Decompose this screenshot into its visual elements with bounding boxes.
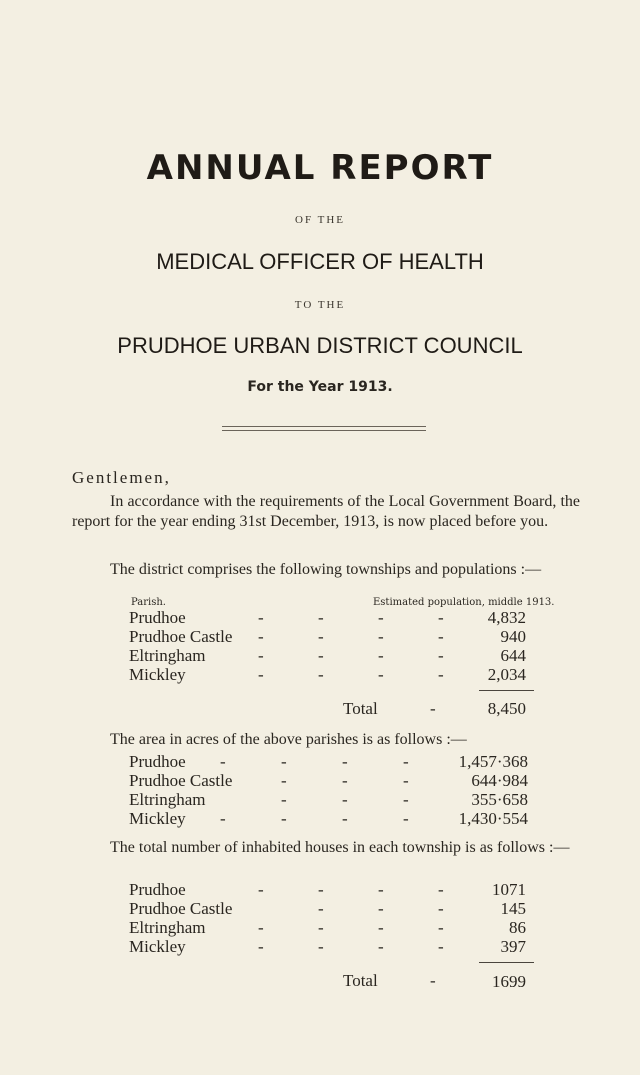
population-row-dash: - [318, 646, 324, 665]
population-sum-rule [479, 690, 534, 691]
officer-heading: MEDICAL OFFICER OF HEALTH [156, 249, 484, 274]
townships-intro-text: The district comprises the following townships and populations :— [110, 561, 542, 578]
area-row-name: Eltringham [129, 790, 206, 809]
intro-paragraph [72, 492, 580, 532]
houses-row-dash: - [318, 899, 324, 918]
population-row-dash: - [378, 608, 384, 627]
population-row-dash: - [318, 665, 324, 684]
houses-row [0, 918, 640, 938]
area-row-name: Prudhoe Castle [129, 771, 233, 790]
houses-row-dash: - [258, 880, 264, 899]
population-row-dash: - [438, 608, 444, 627]
area-row [0, 771, 640, 791]
population-row-dash: - [378, 646, 384, 665]
area-row-dash: - [403, 771, 409, 790]
area-row-dash: - [342, 752, 348, 771]
houses-row-dash: - [258, 937, 264, 956]
population-total-label: Total [343, 699, 378, 718]
population-row [0, 608, 640, 628]
area-row-dash: - [281, 809, 287, 828]
population-row-name: Prudhoe Castle [129, 627, 233, 646]
population-row-value: 4,832 [487, 608, 526, 627]
council-heading: PRUDHOE URBAN DISTRICT COUNCIL [117, 333, 523, 358]
estimate-column-header: Estimated population, middle 1913. [373, 597, 555, 608]
houses-row-value: 86 [509, 918, 526, 937]
houses-total-dash: - [430, 971, 436, 990]
houses-sum-rule [479, 962, 534, 963]
population-row-dash: - [258, 646, 264, 665]
report-title: ANNUAL REPORT [146, 148, 494, 188]
population-row [0, 665, 640, 685]
area-row [0, 790, 640, 810]
population-row-value: 2,034 [487, 665, 526, 684]
area-row-dash: - [403, 752, 409, 771]
houses-row-value: 145 [500, 899, 526, 918]
houses-total-value: 1699 [492, 972, 526, 991]
houses-row [0, 880, 640, 900]
houses-row-dash: - [318, 880, 324, 899]
area-row-dash: - [403, 809, 409, 828]
area-row-value: 1,430·554 [458, 809, 528, 828]
population-row [0, 627, 640, 647]
houses-row-dash: - [438, 918, 444, 937]
area-row-dash: - [220, 752, 226, 771]
area-row-dash: - [220, 809, 226, 828]
population-row-value: 644 [500, 646, 526, 665]
houses-row-dash: - [438, 899, 444, 918]
area-row-value: 644·984 [471, 771, 528, 790]
area-paragraph [72, 730, 580, 750]
population-row-dash: - [378, 627, 384, 646]
population-row-name: Prudhoe [129, 608, 186, 627]
to-the-line: TO THE [294, 299, 346, 311]
houses-row-value: 397 [500, 937, 526, 956]
houses-row-value: 1071 [492, 880, 526, 899]
population-row-dash: - [318, 608, 324, 627]
population-row-dash: - [378, 665, 384, 684]
population-row-value: 940 [500, 627, 526, 646]
houses-row [0, 899, 640, 919]
population-row-dash: - [258, 665, 264, 684]
of-the-line: OF THE [295, 214, 345, 226]
report-year: For the Year 1913. [247, 379, 393, 395]
houses-total-label: Total [343, 971, 378, 990]
area-intro-text: The area in acres of the above parishes is as follows :— [110, 731, 467, 748]
divider-rule-bottom [222, 430, 426, 431]
houses-row-dash: - [438, 880, 444, 899]
houses-row-dash: - [318, 937, 324, 956]
population-row [0, 646, 640, 666]
population-row-name: Mickley [129, 665, 186, 684]
area-row-dash: - [342, 771, 348, 790]
population-row-dash: - [438, 646, 444, 665]
area-row [0, 752, 640, 772]
area-row-dash: - [342, 790, 348, 809]
area-row-value: 355·658 [471, 790, 528, 809]
houses-row-name: Prudhoe Castle [129, 899, 233, 918]
townships-paragraph [72, 560, 580, 580]
area-row-value: 1,457·368 [458, 752, 528, 771]
houses-row-dash: - [378, 899, 384, 918]
intro-text: In accordance with the requirements of the Local Government Board, the report for the year ending 31st December, 1913, is now placed before you. [72, 493, 580, 530]
parish-column-header: Parish. [131, 597, 166, 608]
houses-row-name: Prudhoe [129, 880, 186, 899]
houses-row-dash: - [378, 880, 384, 899]
area-row-dash: - [342, 809, 348, 828]
houses-row-dash: - [258, 918, 264, 937]
houses-row-dash: - [378, 918, 384, 937]
area-row-dash: - [281, 771, 287, 790]
population-row-dash: - [258, 627, 264, 646]
salutation: Gentlemen, [72, 468, 171, 487]
houses-row-name: Mickley [129, 937, 186, 956]
divider-rule-top [222, 426, 426, 427]
population-row-dash: - [438, 665, 444, 684]
houses-row [0, 937, 640, 957]
area-row-name: Mickley [129, 809, 186, 828]
population-total-dash: - [430, 699, 436, 718]
houses-paragraph [72, 838, 580, 858]
area-row [0, 809, 640, 829]
population-row-dash: - [258, 608, 264, 627]
population-row-name: Eltringham [129, 646, 206, 665]
houses-row-name: Eltringham [129, 918, 206, 937]
area-row-name: Prudhoe [129, 752, 186, 771]
houses-row-dash: - [318, 918, 324, 937]
houses-intro-text: The total number of inhabited houses in each township is as follows :— [110, 839, 570, 856]
population-row-dash: - [318, 627, 324, 646]
houses-row-dash: - [438, 937, 444, 956]
population-row-dash: - [438, 627, 444, 646]
area-row-dash: - [281, 790, 287, 809]
houses-row-dash: - [378, 937, 384, 956]
area-row-dash: - [281, 752, 287, 771]
population-total-value: 8,450 [487, 699, 526, 718]
area-row-dash: - [403, 790, 409, 809]
